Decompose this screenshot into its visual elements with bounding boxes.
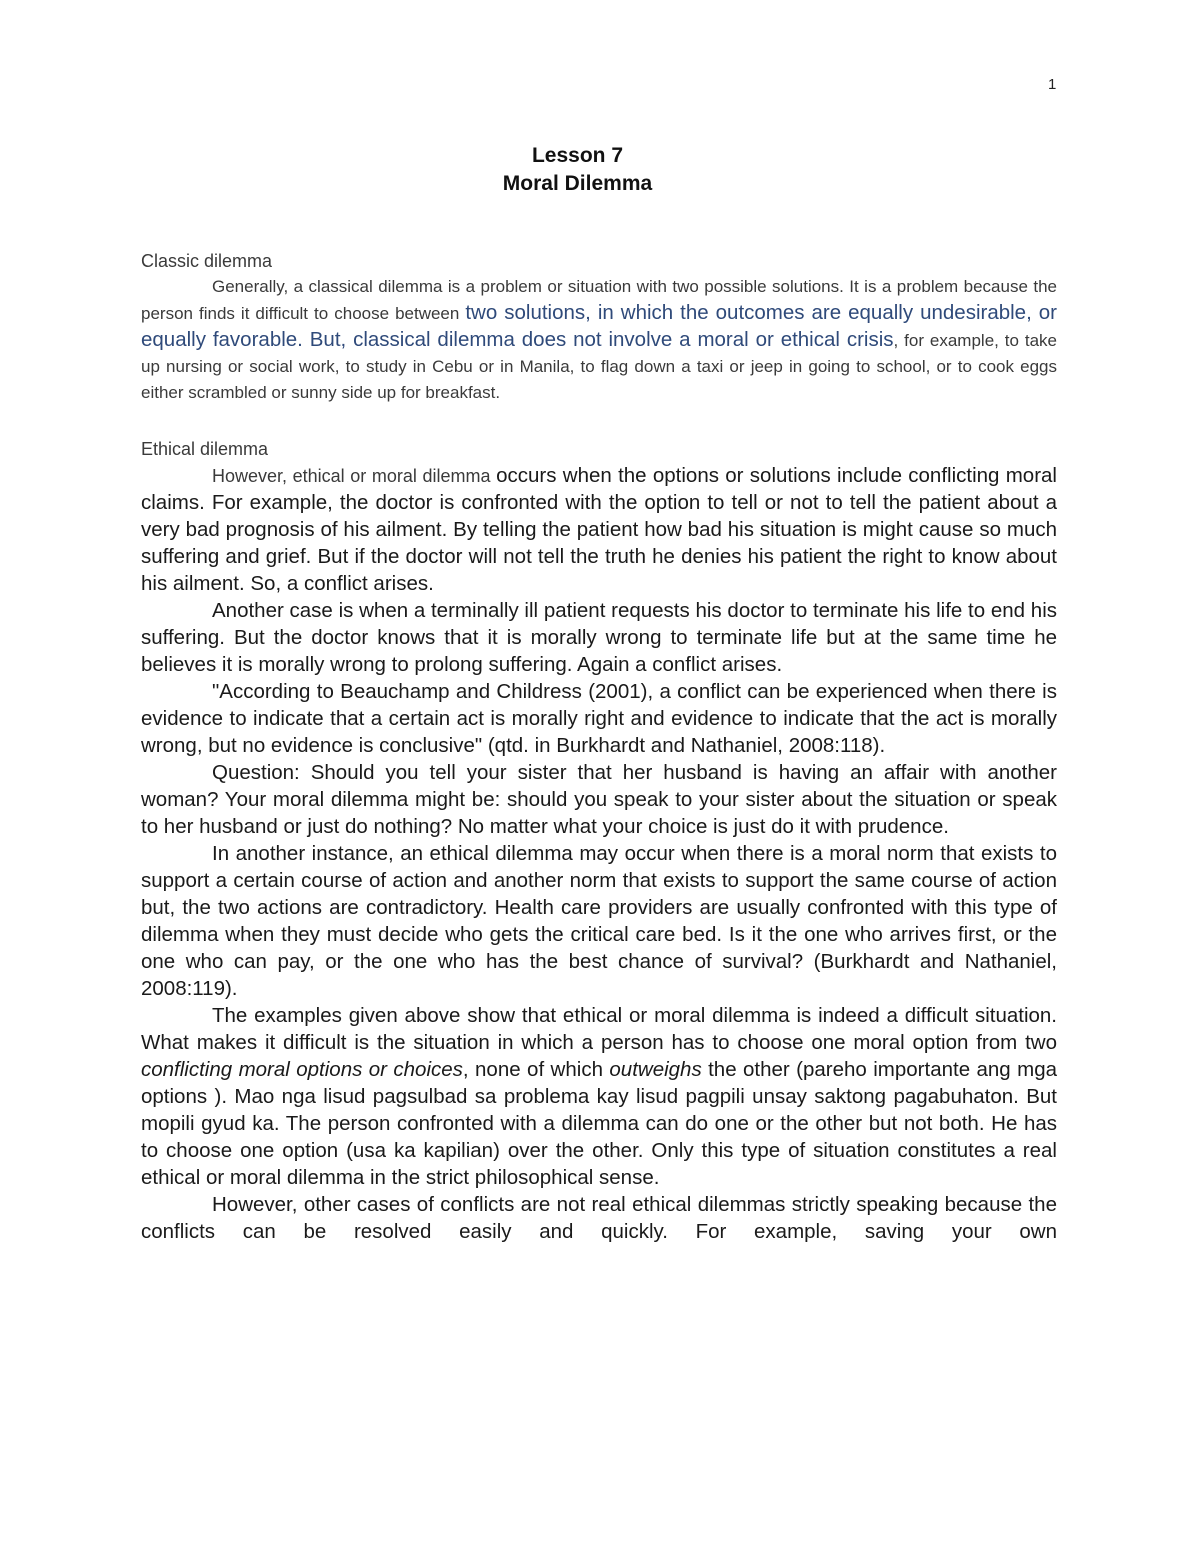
ethical-p6-emphasis-1: conflicting moral options or choices [141,1058,463,1081]
ethical-p6-b: , none of which [462,1058,610,1081]
ethical-paragraph-7: However, other cases of conflicts are not real ethical dilemmas strictly speaking because the conflicts can be resolved easily and quickly. For example, saving your own [141,1193,1057,1243]
ethical-paragraph-4: Question: Should you tell your sister that her husband is having an affair with another woman? Your moral dilemma might be: should you speak to your sister about the situation or speak to her husband or just do nothing? No matter what your choice is just do it with prudence. [141,761,1057,838]
classic-paragraph [141,274,1057,406]
page-number: 1 [1048,76,1057,93]
ethical-text-b: occurs when the options or solutions include conflicting moral claims. For example, the doctor is confronted with the option to tell or not to tell the patient about a very bad prognosis of his ailment. By telling the patient how bad his situation is might cause so much suffering and grief. But if the doctor will not tell the truth he denies his patient the right to know about his ailment. So, a conflict arises. [141,464,1057,595]
ethical-paragraph-5: In another instance, an ethical dilemma may occur when there is a moral norm that exists to support a certain course of action and another norm that exists to support the same course of action but, the two actions are contradictory. Health care providers are usually confronted with this type of dilemma when they must decide who gets the critical care bed. Is it the one who arrives first, or the one who can pay, or the one who has the best chance of survival? (Burkhardt and Nathaniel, 2008:119). [141,842,1057,1000]
classic-text-b: two solutions, in which the outcomes are equally undesirable, or equally favorable. But, classical dilemma does not involve a moral or ethical crisis [141,301,1057,351]
lesson-number: Lesson 7 [531,144,624,167]
ethical-p6-c: the other (pareho importante ang mga options ). Mao nga lisud pagsulbad sa problema kay lisud pagpili unsay saktong pagabuhaton. But mopili gyud ka. The person confronted with a dilemma can do one or the other but not both. He has to choose one option (usa ka kapilian) over the other. Only this type of situation constitutes a real ethical or moral dilemma in the strict philosophical sense. [141,1058,1058,1189]
ethical-p6-emphasis-2: outweighs [609,1058,702,1081]
section-heading-classic: Classic dilemma [141,251,273,271]
ethical-paragraph-1 [141,462,1057,597]
ethical-paragraph-2: Another case is when a terminally ill patient requests his doctor to terminate his life to end his suffering. But the doctor knows that it is morally wrong to terminate life but at the same time he believes it is morally wrong to prolong suffering. Again a conflict arises. [141,599,1057,676]
classic-text-a: Generally, a classical dilemma is a problem or situation with two possible solutions. It is a problem because the person finds it difficult to choose between [141,277,1057,323]
classic-text-c: , for example, to take up nursing or social work, to study in Cebu or in Manila, to flag down a taxi or jeep in going to school, or to cook eggs either scrambled or sunny side up for breakfast. [141,331,1057,402]
document-body [141,248,1057,1245]
ethical-paragraph-3: "According to Beauchamp and Childress (2001), a conflict can be experienced when there is evidence to indicate that a certain act is morally right and evidence to indicate that the act is morally wrong, but no evidence is conclusive" (qtd. in Burkhardt and Nathaniel, 2008:118). [141,680,1057,757]
section-heading-ethical: Ethical dilemma [141,439,269,459]
ethical-p6-a: The examples given above show that ethical or moral dilemma is indeed a difficult situation. What makes it difficult is the situation in which a person has to choose one moral option from two [141,1004,1057,1054]
lesson-topic: Moral Dilemma [502,172,653,195]
ethical-paragraph-6 [141,1002,1057,1191]
page-title [0,142,1155,198]
ethical-text-a: However, ethical or moral dilemma [212,466,497,486]
